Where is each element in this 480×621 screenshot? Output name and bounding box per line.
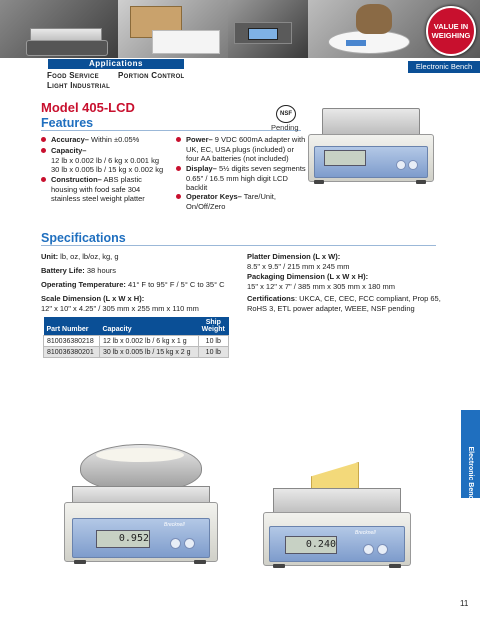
spec-value: lb, oz, lb/oz, kg, g <box>58 252 119 261</box>
spec-value: : UKCA, CE, CEC, FCC compliant, Prop 65, RoHS 3, ETL power adapter, WEEE, NSF pending <box>247 294 441 313</box>
feature-power <box>176 135 316 165</box>
header-photo-packages <box>118 0 228 58</box>
feature-accuracy <box>41 135 171 145</box>
spec-unit <box>41 252 241 262</box>
spec-value: 41° F to 95° F / 5° C to 35° C <box>125 280 225 289</box>
features-divider <box>41 130 301 131</box>
cell-capacity: 12 lb x 0.002 lb / 6 kg x 1 g <box>99 336 198 347</box>
feature-label: Accuracy– <box>51 135 89 144</box>
bullet-dot <box>41 177 46 182</box>
bullet-dot <box>176 166 181 171</box>
scale-photo-cheese <box>255 460 415 578</box>
spec-battery-life <box>41 266 241 276</box>
spec-label: Operating Temperature: <box>41 280 126 289</box>
scale-display-1: 0.952 <box>96 530 150 548</box>
col-header-capacity: Capacity <box>99 317 198 336</box>
parts-table <box>43 317 229 358</box>
spec-packaging-dimension <box>247 272 452 291</box>
feature-label: Operator Keys– <box>186 192 242 201</box>
spec-value: 15" x 12" x 7" / 385 mm x 305 mm x 180 mm <box>247 281 396 291</box>
feature-construction <box>41 175 171 205</box>
flour <box>96 448 184 462</box>
feature-display <box>176 164 316 194</box>
bullet-dot <box>176 194 181 199</box>
bullet-dot <box>41 137 46 142</box>
application-food-service: Food Service <box>47 71 99 80</box>
cell-part-number: 810036380218 <box>44 336 100 347</box>
header-photo-scale-dark <box>0 0 118 58</box>
model-title: Model 405-LCD <box>41 100 135 115</box>
nsf-pending-label: Pending <box>271 123 299 132</box>
side-tab-text: Electronic Bench <box>467 446 474 504</box>
cell-ship-weight: 10 lb <box>198 336 228 347</box>
spec-value: 12" x 10" x 4.25" / 305 mm x 255 mm x 110 mm <box>41 303 199 313</box>
section-bar-text: Electronic Bench <box>415 62 473 71</box>
feature-text: Within ±0.05% <box>88 135 140 144</box>
bullet-dot <box>176 137 181 142</box>
spec-label: Battery Life: <box>41 266 85 275</box>
feature-text: 12 lb x 0.002 lb / 6 kg x 0.001 kg 30 lb x 0.005 lb / 15 kg x 0.002 kg <box>51 155 164 174</box>
spec-label: Unit: <box>41 252 59 261</box>
brand-logo-2: Brecknell <box>355 530 376 536</box>
nsf-logo-text: NSF <box>280 111 292 117</box>
header-photo-strip <box>0 0 480 58</box>
spec-label: Certifications <box>247 294 295 303</box>
applications-label <box>48 59 184 69</box>
cell-capacity: 30 lb x 0.005 lb / 15 kg x 2 g <box>99 347 198 358</box>
features-heading: Features <box>41 116 94 130</box>
feature-text: 5½ digits seven segments 0.65" / 16.5 mm high digit LCD backlit <box>186 164 306 192</box>
specifications-divider <box>41 245 436 246</box>
spec-value: 38 hours <box>84 266 117 275</box>
bullet-dot <box>41 148 46 153</box>
header-photo-postal-scale <box>228 0 308 58</box>
brand-logo-1: Brecknell <box>164 522 185 528</box>
parts-table-header-row <box>44 317 229 336</box>
value-in-weighing-badge <box>426 6 476 56</box>
scale-photo-top <box>300 108 440 193</box>
application-light-industrial: Light Industrial <box>47 81 111 90</box>
scale-display-2: 0.240 <box>285 536 337 554</box>
page-number: 11 <box>460 599 469 608</box>
applications-label-text: Applications <box>88 59 143 68</box>
spec-label: Platter Dimension (L x W): <box>247 252 341 261</box>
section-bar-electronic-bench <box>408 61 480 73</box>
spec-value: 8.5" x 9.5" / 215 mm x 245 mm <box>247 261 350 271</box>
feature-label: Capacity– <box>51 146 87 155</box>
specifications-heading: Specifications <box>41 231 126 245</box>
feature-label: Display– <box>186 164 217 173</box>
spec-platter-dimension <box>247 252 452 271</box>
spec-certifications <box>247 294 452 313</box>
feature-operator-keys <box>176 192 316 212</box>
feature-capacity <box>41 146 171 176</box>
cell-ship-weight: 10 lb <box>198 347 228 358</box>
table-row <box>44 347 229 358</box>
nsf-logo <box>276 105 296 123</box>
feature-text: ABS plastic housing with food safe 304 stainless steel weight platter <box>51 175 145 203</box>
cell-part-number: 810036380201 <box>44 347 100 358</box>
feature-text: 9 VDC 600mA adapter with UK, EC, USA plugs (included) or four AA batteries (not included) <box>186 135 306 163</box>
col-header-part-number: Part Number <box>44 317 100 336</box>
feature-text: Tare/Unit, On/Off/Zero <box>186 192 276 211</box>
feature-label: Power– <box>186 135 213 144</box>
feature-label: Construction– <box>51 175 102 184</box>
badge-text: VALUE IN WEIGHING <box>431 22 471 40</box>
spec-operating-temperature <box>41 280 241 290</box>
spec-label: Scale Dimension (L x W x H): <box>41 294 145 303</box>
spec-scale-dimension <box>41 294 241 313</box>
application-portion-control: Portion Control <box>118 71 185 80</box>
scale-photo-bowl <box>60 440 220 580</box>
col-header-ship-weight: Ship Weight <box>198 317 228 336</box>
table-row <box>44 336 229 347</box>
spec-label: Packaging Dimension (L x W x H): <box>247 272 369 281</box>
side-tab-electronic-bench <box>461 410 480 504</box>
